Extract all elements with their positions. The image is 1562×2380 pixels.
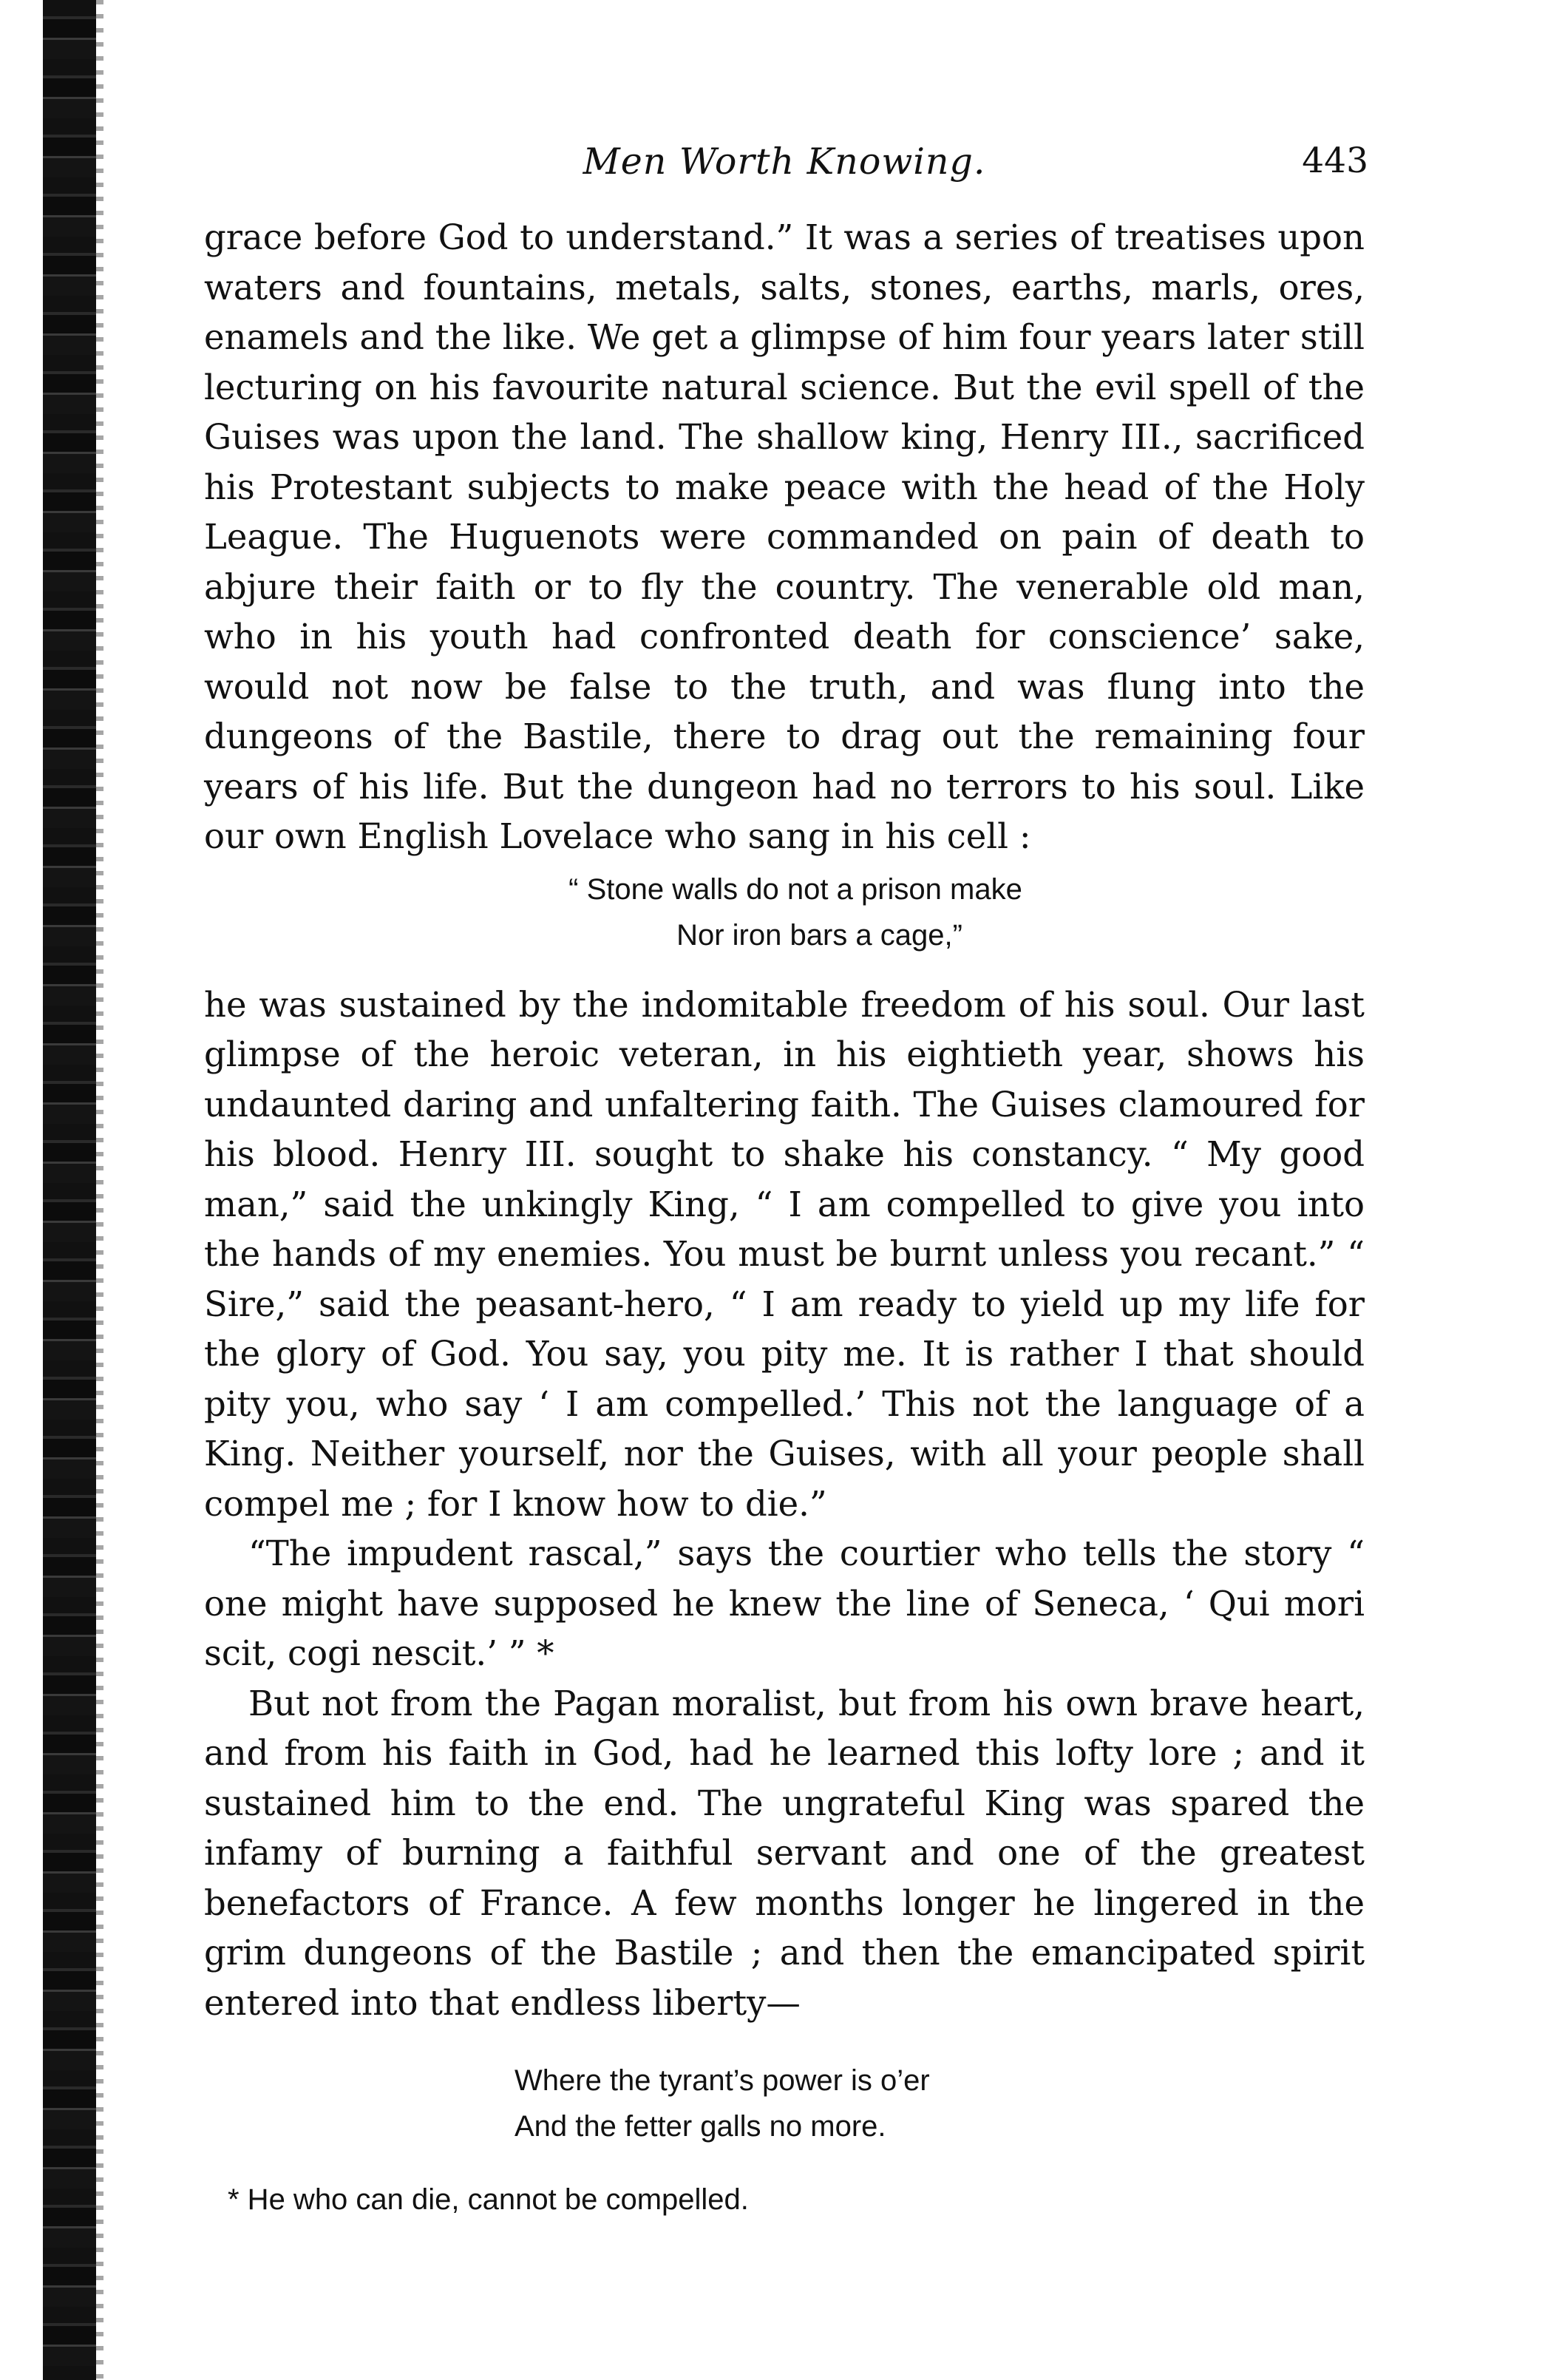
verse-1-line-2: Nor iron bars a cage,” [676, 918, 962, 952]
verse-1-line-1: “ Stone walls do not a prison make [568, 872, 1022, 906]
body-text [204, 213, 1365, 2220]
paragraph-2: he was sustained by the indomitable freedom of his soul. Our last glimpse of the heroic veteran, in his eightieth year, shows his undaunted daring and unfaltering faith. The Guises clamoured for his blood. Henry III. sought to shake his constancy. “ My good man,” said the unkingly King, “ I am compelled to give you into the hands of my enemies. You must be burnt unless you recant.” “ Sire,” said the peasant-hero, “ I am ready to yield up my life for the glory of God. You say, you pity me. It is rather I that should pity you, who say ‘ I am compelled.’ This not the language of a King. Neither yourself, nor the Guises, with all your people shall compel me ; for I know how to die.” [204, 984, 1365, 1524]
paragraph-4: But not from the Pagan moralist, but from his own brave heart, and from his faith in God, had he learned this lofty lore ; and it sustained him to the end. The ungrateful King was spared the infamy of burning a faithful servant and one of the greatest benefactors of France. A few months longer he lingered in the grim dungeons of the Bastile ; and then the emancipated spirit entered into that endless liberty— [204, 1683, 1365, 2023]
verse-2-line-2: And the fetter galls no more. [515, 2110, 886, 2143]
verse-quote-2 [204, 2058, 1365, 2149]
verse-2-line-1: Where the tyrant’s power is o’er [515, 2064, 930, 2097]
verse-quote-1 [204, 867, 1365, 958]
book-binding-edge [43, 0, 96, 2380]
footnote: * He who can die, cannot be compelled. [228, 2183, 749, 2216]
running-head [204, 140, 1368, 200]
paragraph-1: grace before God to understand.” It was a series of treatises upon waters and fountains, metals, salts, stones, earths, marls, ores, enamels and the like. We get a glimpse of him four years later still lecturing on his favourite natural science. But the evil spell of the Guises was upon the land. The shallow king, Henry III., sacrificed his Protestant subjects to make peace with the head of the Holy League. The Huguenots were commanded on pain of death to abjure their faith or to fly the country. The venerable old man, who in his youth had confronted death for conscience’ sake, would not now be false to the truth, and was flung into the dungeons of the Bastile, there to drag out the remaining four years of his life. But the dungeon had no terrors to his soul. Like our own English Lovelace who sang in his cell : [204, 217, 1365, 856]
paragraph-3: “The impudent rascal,” says the courtier who tells the story “ one might have supposed he knew the line of Seneca, ‘ Qui mori scit, cogi nescit.’ ” * [204, 1533, 1365, 1673]
page-number: 443 [1302, 140, 1368, 181]
running-title: Men Worth Knowing. [583, 140, 986, 183]
book-page [204, 140, 1368, 2220]
